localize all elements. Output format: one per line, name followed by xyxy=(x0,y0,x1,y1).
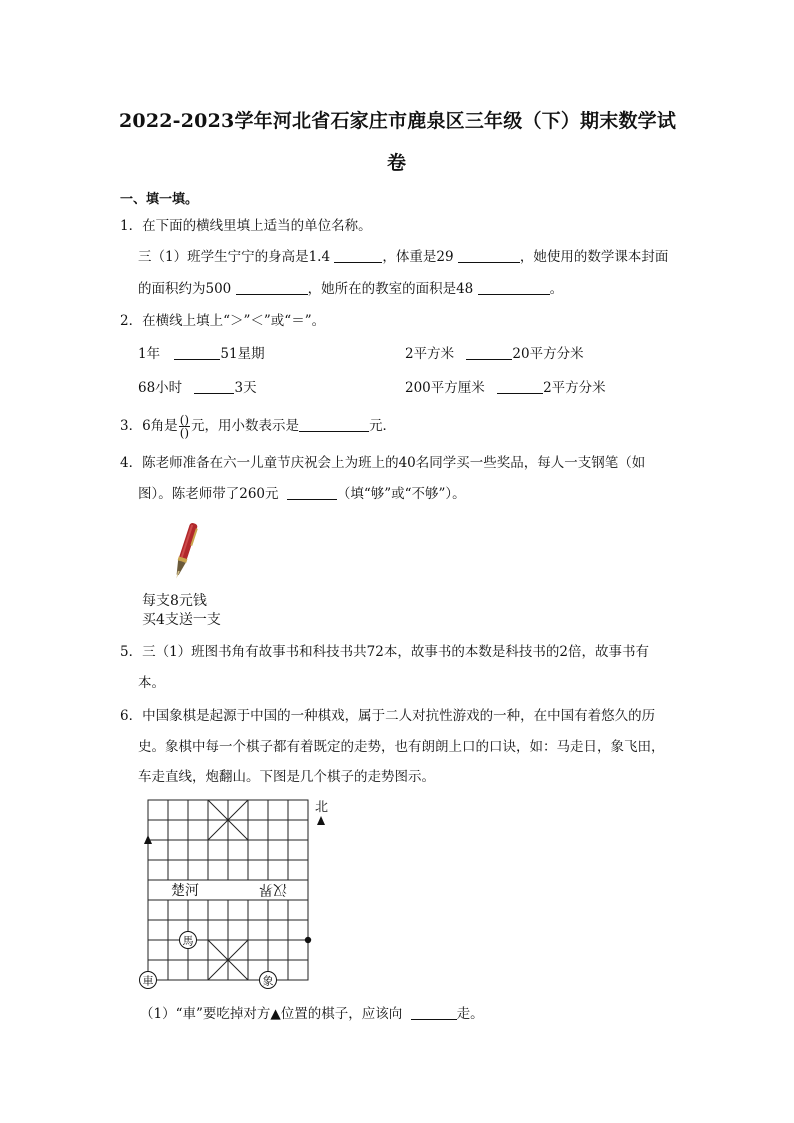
question-number: 6． xyxy=(120,708,143,724)
question-text: ，她所在的教室的面积是48 xyxy=(307,281,474,297)
question-4-line2 xyxy=(138,484,466,504)
compare-right: 51星期 xyxy=(220,346,265,362)
north-label: 北 xyxy=(315,800,329,815)
question-text: （填“够”或“不够”）。 xyxy=(336,486,466,502)
question-text: 中国象棋是起源于中国的一种棋戏，属于二人对抗性游戏的一种，在中国有着悠久的历 xyxy=(142,708,656,724)
compare-item-3 xyxy=(138,378,257,398)
piece-ma xyxy=(180,932,197,949)
question-2-stem xyxy=(120,311,325,331)
piece-label: 車 xyxy=(142,974,154,988)
question-6-line3: 车走直线，炮翻山。下图是几个棋子的走势图示。 xyxy=(138,769,435,785)
question-text: 三（1）班图书角有故事书和科技书共72本，故事书的本数是科技书的2倍，故事书有 xyxy=(142,644,649,660)
question-5-line1 xyxy=(120,642,649,662)
question-3 xyxy=(120,414,396,439)
question-text: 陈老师准备在六一儿童节庆祝会上为班上的40名同学买一些奖品，每人一支钢笔（如 xyxy=(142,455,646,471)
question-text: 图）。陈老师带了260元 xyxy=(138,486,279,502)
question-text: 元，用小数表示是 xyxy=(191,418,300,434)
question-text: （1）“車”要吃掉对方▲位置的棋子，应该向 xyxy=(140,1006,403,1022)
piece-label: 象 xyxy=(262,974,274,988)
question-text: 三（1）班学生宁宁的身高是1.4 xyxy=(138,249,331,265)
question-6-line1 xyxy=(120,706,655,726)
question-text: 6角是 xyxy=(142,418,178,434)
piece-label: 馬 xyxy=(182,934,194,948)
compare-blank[interactable] xyxy=(497,379,543,394)
page-title-line2: 卷 xyxy=(387,152,407,174)
river-label-right: 汉界 xyxy=(259,881,287,897)
piece-ju xyxy=(140,972,157,989)
compare-blank[interactable] xyxy=(174,345,220,360)
compare-left: 2平方米 xyxy=(405,346,455,362)
fraction[interactable] xyxy=(179,414,190,439)
fraction-numerator: () xyxy=(179,413,190,427)
compare-left: 68小时 xyxy=(138,380,183,396)
target-dot-icon xyxy=(305,937,311,943)
question-number: 2． xyxy=(120,313,143,329)
section-heading: 一、填一填。 xyxy=(120,192,199,207)
question-6-sub1 xyxy=(140,1004,484,1024)
north-arrow-icon xyxy=(317,816,325,825)
piece-xiang xyxy=(260,972,277,989)
answer-blank-weight[interactable] xyxy=(458,248,520,263)
question-text: 。 xyxy=(549,281,564,297)
question-6-line2: 史。象棋中每一个棋子都有着既定的走势，也有朗朗上口的口诀，如：马走日，象飞田， xyxy=(138,739,665,755)
question-text: 走。 xyxy=(456,1006,484,1022)
answer-blank-decimal[interactable] xyxy=(299,417,369,432)
question-text: ，她使用的数学课本封面 xyxy=(519,249,669,265)
pen-icon xyxy=(165,520,205,584)
question-5-line2: 本。 xyxy=(138,675,165,691)
question-text: ，体重是29 xyxy=(382,249,454,265)
river-label-left: 楚河 xyxy=(171,883,199,899)
page-title-line1: 2022-2023学年河北省石家庄市鹿泉区三年级（下）期末数学试 xyxy=(119,110,677,132)
compare-item-2 xyxy=(405,344,584,364)
compare-item-4 xyxy=(405,378,606,398)
question-number: 1． xyxy=(120,218,143,234)
question-4-line1 xyxy=(120,453,645,473)
answer-blank-enough[interactable] xyxy=(287,485,337,500)
compare-right: 2平方分米 xyxy=(543,380,606,396)
question-1-line2 xyxy=(138,279,563,299)
pen-caption-offer: 买4支送一支 xyxy=(142,612,221,628)
compare-right: 20平方分米 xyxy=(512,346,584,362)
answer-blank-direction[interactable] xyxy=(411,1005,457,1020)
compare-right: 3天 xyxy=(234,380,257,396)
chess-board-diagram xyxy=(135,795,335,995)
pen-caption-price: 每支8元钱 xyxy=(142,593,207,609)
question-1-stem xyxy=(120,216,372,236)
question-text: 元． xyxy=(369,418,397,434)
question-number: 4． xyxy=(120,455,143,471)
answer-blank-room-area[interactable] xyxy=(478,280,550,295)
answer-blank-height[interactable] xyxy=(334,248,382,263)
question-text: 在横线上填上“＞”＜”或“＝”。 xyxy=(142,313,326,329)
compare-blank[interactable] xyxy=(466,345,512,360)
question-number: 5． xyxy=(120,644,143,660)
compare-left: 1年 xyxy=(138,346,161,362)
question-text: 在下面的横线里填上适当的单位名称。 xyxy=(142,218,372,234)
fraction-denominator: () xyxy=(179,426,190,440)
question-number: 3． xyxy=(120,418,143,434)
compare-left: 200平方厘米 xyxy=(405,380,485,396)
answer-blank-cover-area[interactable] xyxy=(236,280,308,295)
question-1-line1 xyxy=(138,247,668,267)
compare-item-1 xyxy=(138,344,265,364)
compare-blank[interactable] xyxy=(194,379,234,394)
question-text: 的面积约为500 xyxy=(138,281,232,297)
